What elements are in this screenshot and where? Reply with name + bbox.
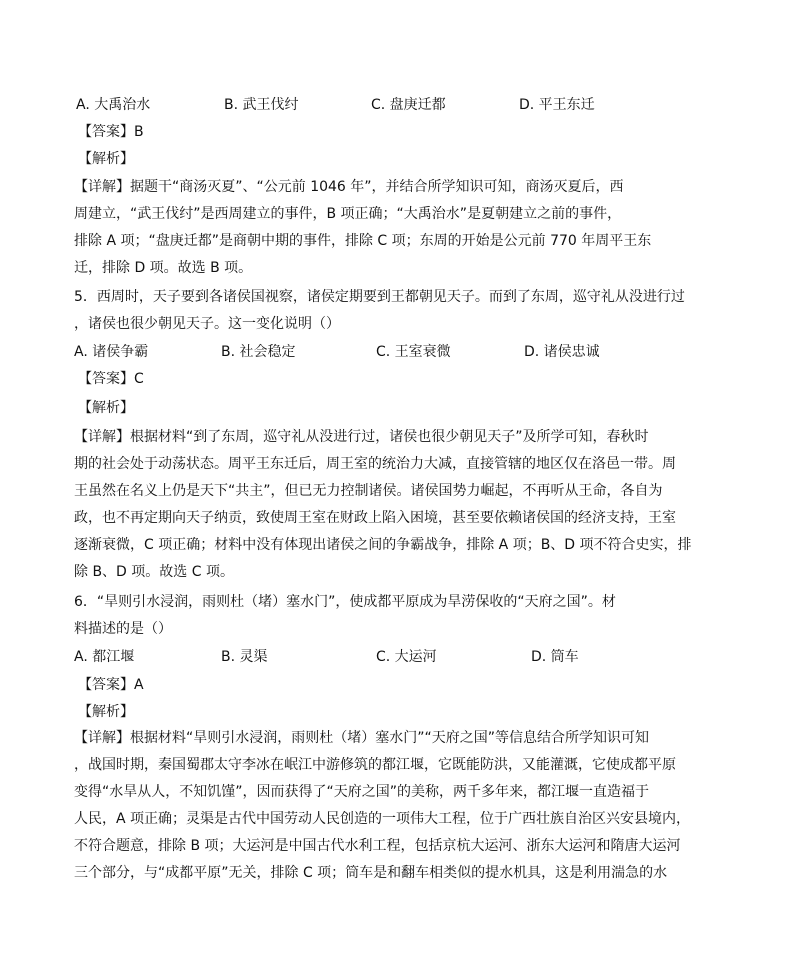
q6-option-c: C. 大运河 (376, 649, 437, 665)
q6-analysis-heading: 【解析】 (78, 704, 134, 720)
q6-options (74, 646, 714, 668)
q6-option-b: B. 灵渠 (221, 649, 268, 665)
q5-option-d: D. 诸侯忠诚 (524, 344, 600, 360)
q6-detail-line: 三个部分，与“成都平原”无关，排除 C 项；筒车是和翻车相类似的提水机具，这是利用湍急的水 (74, 865, 668, 881)
q4-option-a: A. 大禹治水 (76, 97, 151, 113)
q6-answer: 【答案】A (78, 677, 144, 693)
q4-detail-line: 【详解】据题干“商汤灭夏”、“公元前 1046 年”，并结合所学知识可知，商汤灭夏后，西 (74, 179, 624, 195)
q5-stem (74, 284, 694, 338)
q4-detail-line: 排除 A 项；“盘庚迁都”是商朝中期的事件，排除 C 项；东周的开始是公元前 770 年周平王东 (74, 233, 652, 249)
q5-detail-line: 除 B、D 项。故选 C 项。 (74, 564, 234, 580)
q5-option-b: B. 社会稳定 (221, 344, 296, 360)
q5-stem-line: 5．西周时，天子要到各诸侯国视察，诸侯定期要到王都朝见天子。而到了东周，巡守礼从没进行过 (74, 289, 685, 305)
q6-detail-line: ，战国时期，秦国蜀郡太守李冰在岷江中游修筑的都江堰，它既能防洪，又能灌溉，它使成都平原 (74, 757, 676, 773)
q5-options (74, 341, 714, 363)
q6-stem (74, 589, 694, 643)
q5-detail-line: 期的社会处于动荡状态。周平王东迁后，周王室的统治力大减，直接管辖的地区仅在洛邑一带。周 (74, 456, 676, 472)
q5-option-a: A. 诸侯争霸 (74, 344, 149, 360)
q4-detail-line: 周建立，“武王伐纣”是西周建立的事件，B 项正确；“大禹治水”是夏朝建立之前的事件， (74, 206, 622, 222)
q5-detail (74, 424, 694, 586)
q4-analysis-heading: 【解析】 (78, 151, 134, 167)
q5-analysis-heading: 【解析】 (78, 400, 134, 416)
q4-answer: 【答案】B (78, 124, 144, 140)
q4-detail (74, 174, 694, 282)
q6-stem-line: 6．“旱则引水浸润，雨则杜（堵）塞水门”，使成都平原成为旱涝保收的“天府之国”。材 (74, 594, 616, 610)
q4-option-b: B. 武王伐纣 (224, 97, 299, 113)
q4-options (74, 94, 714, 116)
q6-option-d: D. 筒车 (531, 649, 579, 665)
q6-detail (74, 725, 694, 887)
q5-stem-line: ，诸侯也很少朝见天子。这一变化说明（） (74, 316, 340, 332)
q6-detail-line: 变得“水旱从人，不知饥馑”，因而获得了“天府之国”的美称，两千多年来，都江堰一直造福于 (74, 784, 650, 800)
q6-detail-line: 【详解】根据材料“旱则引水浸润，雨则杜（堵）塞水门”“天府之国”等信息结合所学知识可知 (74, 730, 650, 746)
q6-stem-line: 料描述的是（） (74, 621, 172, 637)
q5-answer: 【答案】C (78, 371, 144, 387)
q6-detail-line: 不符合题意，排除 B 项；大运河是中国古代水利工程，包括京杭大运河、浙东大运河和隋唐大运河 (74, 838, 681, 854)
q6-detail-line: 人民，A 项正确；灵渠是古代中国劳动人民创造的一项伟大工程，位于广西壮族自治区兴安县境内， (74, 811, 691, 827)
q4-option-d: D. 平王东迁 (519, 97, 595, 113)
q4-option-c: C. 盘庚迁都 (371, 97, 446, 113)
q5-detail-line: 【详解】根据材料“到了东周，巡守礼从没进行过，诸侯也很少朝见天子”及所学可知，春秋时 (74, 429, 649, 445)
q5-detail-line: 政，也不再定期向天子纳贡，致使周王室在财政上陷入困境，甚至要依赖诸侯国的经济支持，王室 (74, 510, 676, 526)
q6-option-a: A. 都江堰 (74, 649, 135, 665)
q5-detail-line: 王虽然在名义上仍是天下“共主”，但已无力控制诸侯。诸侯国势力崛起，不再听从王命，各自为 (74, 483, 663, 499)
q4-detail-line: 迁，排除 D 项。故选 B 项。 (74, 260, 253, 276)
q5-option-c: C. 王室衰微 (376, 344, 451, 360)
q5-detail-line: 逐渐衰微，C 项正确；材料中没有体现出诸侯之间的争霸战争，排除 A 项；B、D 项不符合史实，排 (74, 537, 692, 553)
